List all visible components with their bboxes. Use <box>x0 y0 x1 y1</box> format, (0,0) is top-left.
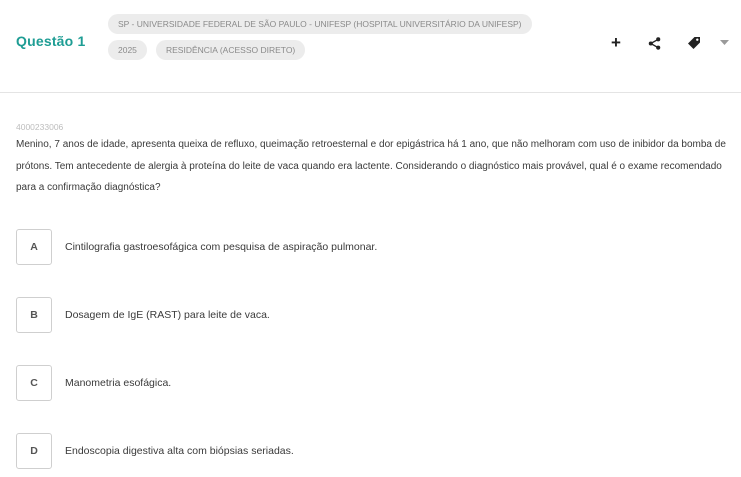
alternative-d[interactable] <box>16 433 716 469</box>
caret-down-icon <box>720 40 729 46</box>
add-button[interactable] <box>606 33 626 53</box>
alternative-text[interactable]: Manometria esofágica. <box>65 377 172 389</box>
alternative-text[interactable]: Endoscopia digestiva alta com biópsias seriadas. <box>65 445 294 457</box>
source-badge[interactable]: SP - UNIVERSIDADE FEDERAL DE SÃO PAULO - UNIFESP (HOSPITAL UNIVERSITÁRIO DA UNIFESP) <box>108 14 532 34</box>
year-badge[interactable]: 2025 <box>108 40 147 60</box>
alternative-letter[interactable]: B <box>16 297 52 333</box>
share-icon <box>648 37 661 50</box>
alternative-c[interactable] <box>16 365 716 401</box>
question-stem: Menino, 7 anos de idade, apresenta queixa de refluxo, queimação retroesternal e dor epigástrica há 1 ano, que não melhoram com uso de inibidor da bomba de prótons. Tem antecedente de alergia à proteína do leite de vaca quando era lactente. Considerando o diagnóstico mais provável, qual é o exame recomendado para a confirmação diagnóstica? <box>16 139 726 193</box>
alternative-text[interactable]: Dosagem de IgE (RAST) para leite de vaca. <box>65 309 270 321</box>
alternative-letter[interactable]: A <box>16 229 52 265</box>
tag-button[interactable] <box>684 33 704 53</box>
question-id: 4000233006 <box>16 122 64 132</box>
plus-icon: + <box>611 33 621 52</box>
alternative-b[interactable] <box>16 297 716 333</box>
question-title: Questão 1 <box>16 33 86 49</box>
more-options-button[interactable] <box>714 33 734 53</box>
alternative-a[interactable] <box>16 229 716 265</box>
alternative-text[interactable]: Cintilografia gastroesofágica com pesquisa de aspiração pulmonar. <box>65 241 378 253</box>
alternative-letter[interactable]: C <box>16 365 52 401</box>
share-button[interactable] <box>644 33 664 53</box>
alternative-letter[interactable]: D <box>16 433 52 469</box>
question-header <box>0 0 741 93</box>
tag-icon <box>687 36 701 50</box>
exam-type-badge[interactable]: RESIDÊNCIA (ACESSO DIRETO) <box>156 40 305 60</box>
